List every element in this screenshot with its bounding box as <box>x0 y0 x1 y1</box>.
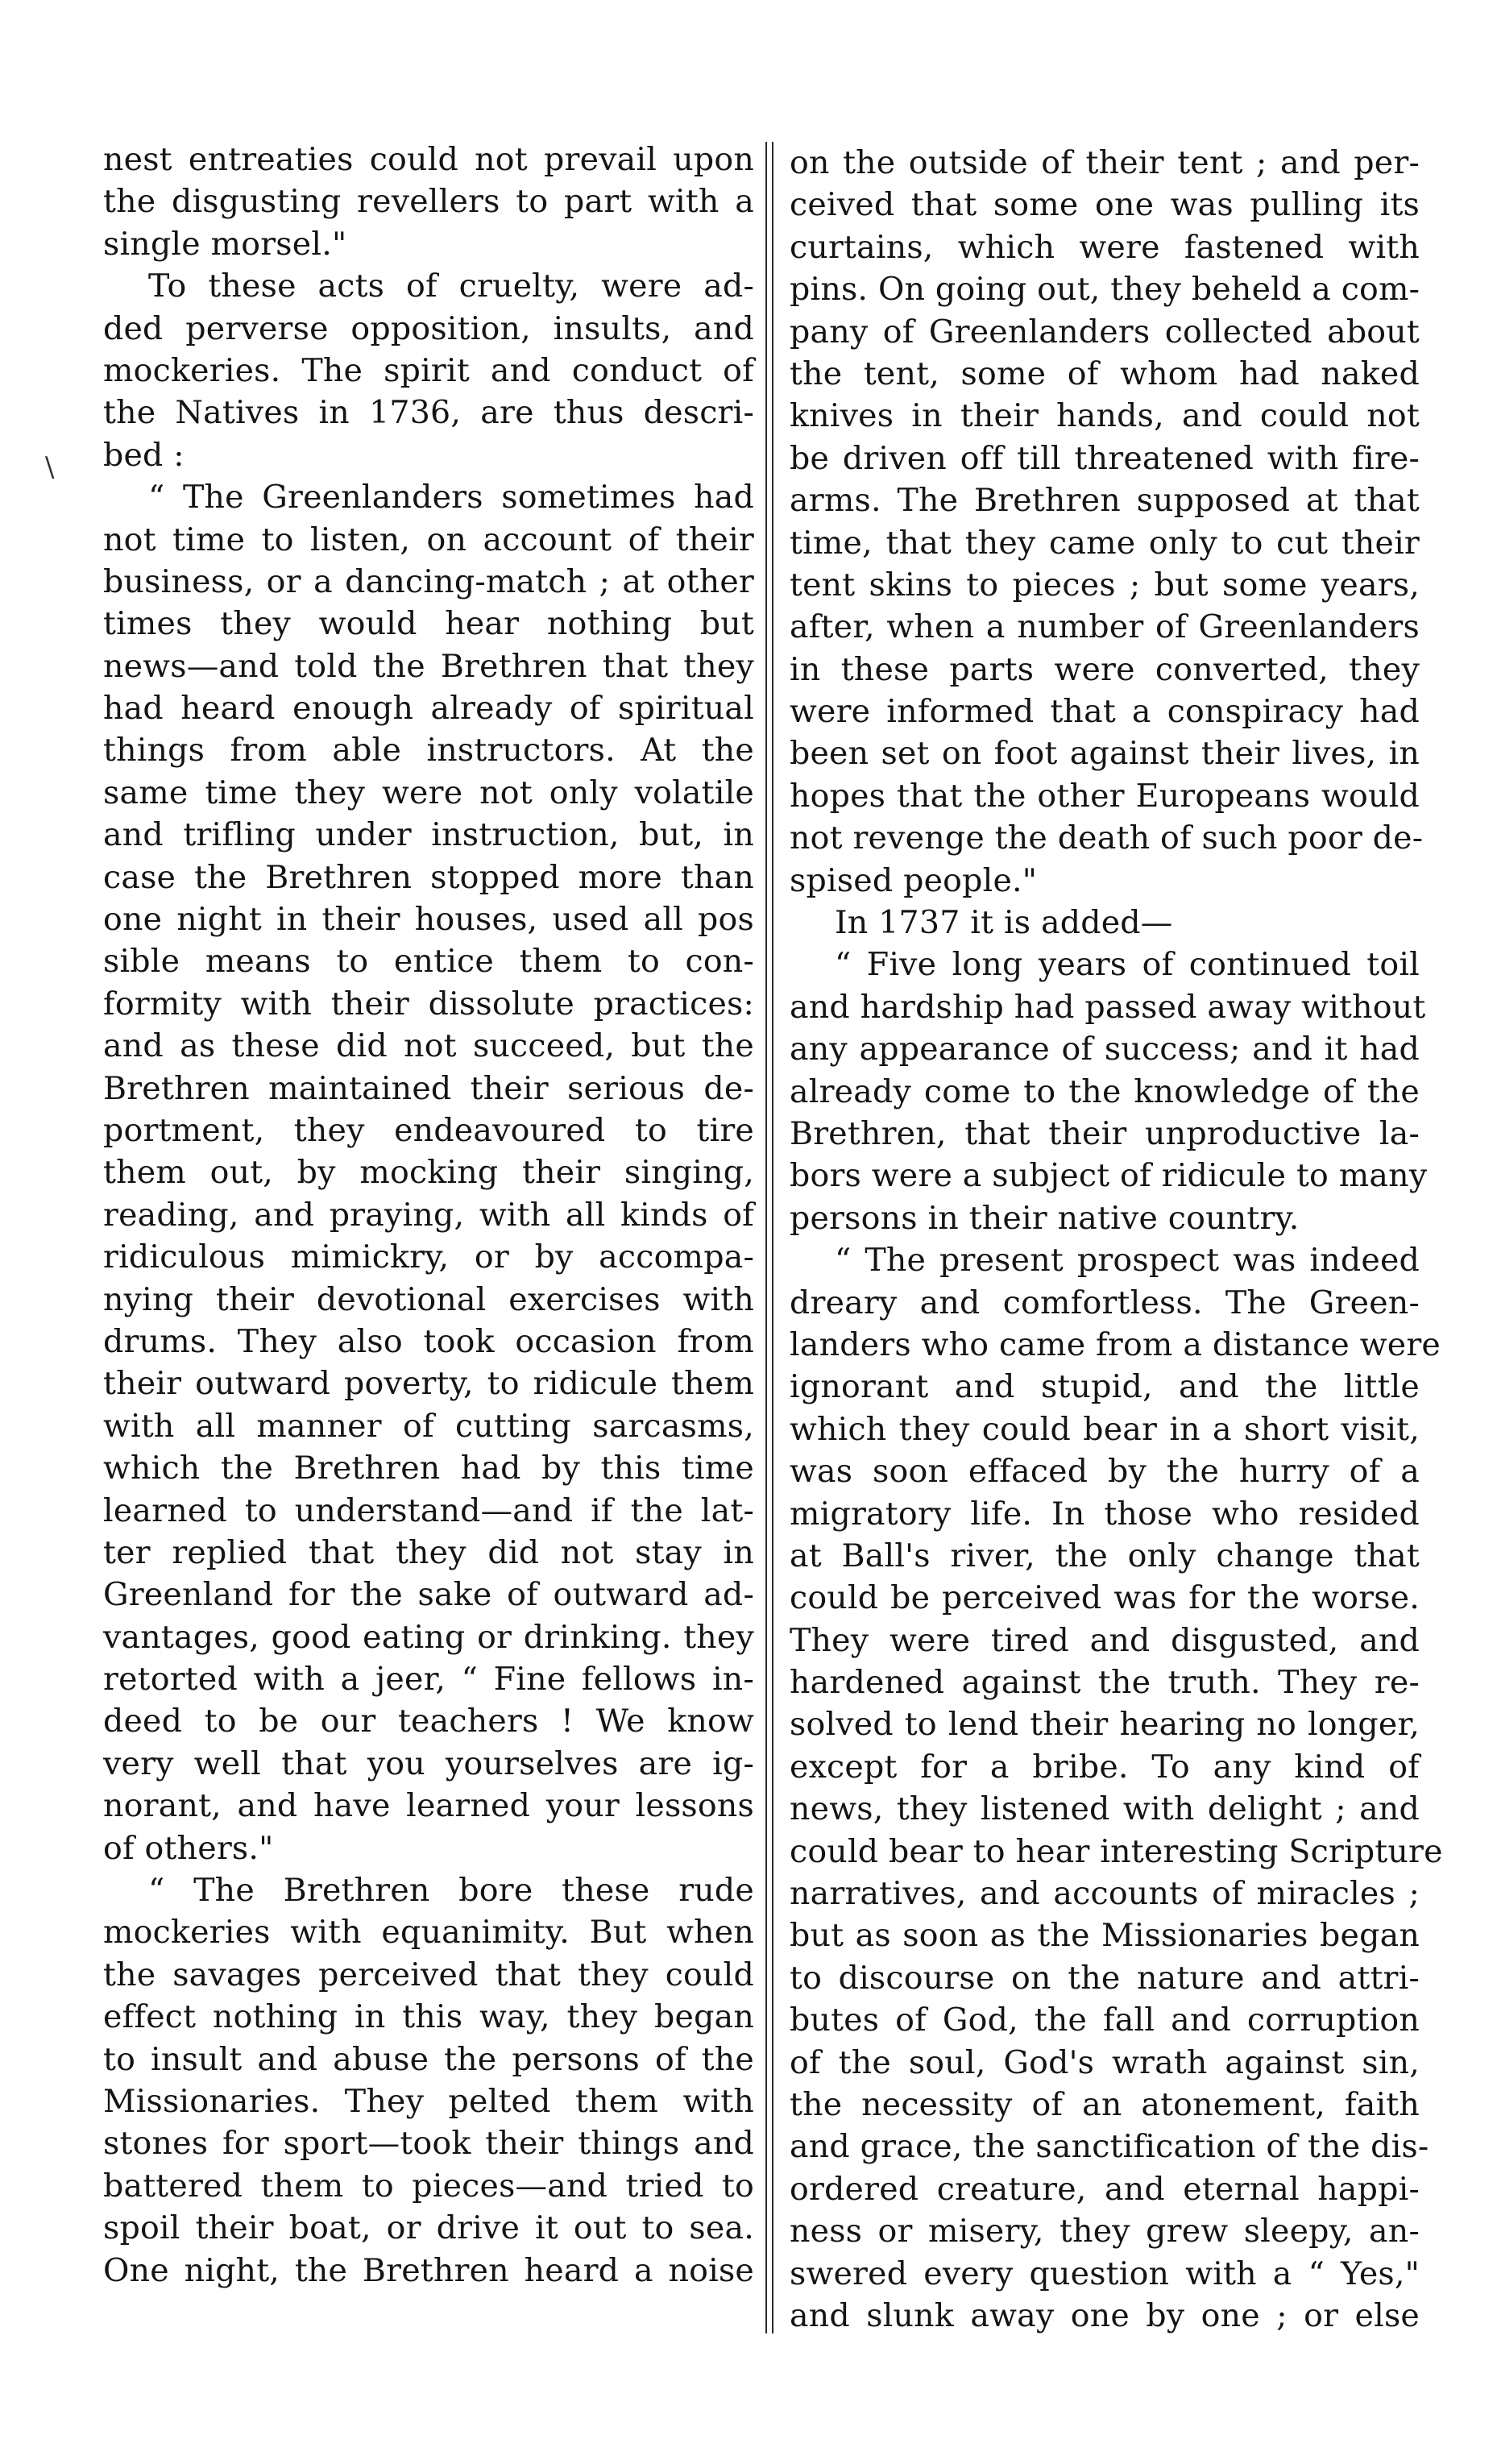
text-line: one night in their houses, used all pos <box>103 901 754 939</box>
text-line: the disgusting revellers to part with a <box>103 183 754 221</box>
text-line: pany of Greenlanders collected about <box>790 313 1420 351</box>
text-line: knives in their hands, and could not <box>790 397 1420 435</box>
text-line: reading, and praying, with all kinds of <box>103 1196 754 1234</box>
right-text-column <box>790 142 1443 2337</box>
text-line: to discourse on the nature and attri- <box>790 1959 1420 1997</box>
text-line: the necessity of an atonement, faith <box>790 2085 1420 2123</box>
text-line: ordered creature, and eternal happi- <box>790 2170 1420 2208</box>
text-line: stones for sport—took their things and <box>103 2125 754 2163</box>
margin-mark: \ <box>45 451 55 483</box>
text-line: and slunk away one by one ; or else <box>790 2296 1420 2334</box>
text-line: Brethren, that their unproductive la- <box>790 1114 1420 1152</box>
text-line: bors were a subject of ridicule to many <box>790 1157 1428 1195</box>
text-line: retorted with a jeer, “ Fine fellows in- <box>103 1661 754 1699</box>
text-line: not time to listen, on account of their <box>103 521 754 558</box>
text-line: case the Brethren stopped more than <box>103 858 754 896</box>
text-line: ness or misery, they grew sleepy, an- <box>790 2213 1420 2250</box>
text-line: in these parts were converted, they <box>790 650 1420 688</box>
text-line: any appearance of success; and it had <box>790 1031 1420 1068</box>
text-line: portment, they endeavoured to tire <box>103 1111 754 1149</box>
text-line: and grace, the sanctification of the dis- <box>790 2128 1429 2166</box>
left-text-column <box>103 139 754 2292</box>
text-line: but as soon as the Missionaries began <box>790 1917 1420 1955</box>
text-line: To these acts of cruelty, were ad- <box>148 268 754 305</box>
text-line: on the outside of their tent ; and per- <box>790 144 1420 181</box>
text-line: except for a bribe. To any kind of <box>790 1748 1420 1786</box>
text-line: migratory life. In those who resided <box>790 1495 1420 1533</box>
text-line: and trifling under instruction, but, in <box>103 816 754 854</box>
text-line: single morsel." <box>103 225 347 263</box>
text-line: landers who came from a distance were <box>790 1325 1441 1363</box>
text-line: drums. They also took occasion from <box>103 1322 754 1360</box>
text-line: persons in their native country. <box>790 1199 1300 1237</box>
text-line: mockeries. The spirit and conduct of <box>103 351 754 389</box>
text-line: deed to be our teachers ! We know <box>103 1703 754 1740</box>
text-line: was soon effaced by the hurry of a <box>790 1453 1420 1491</box>
text-line: be driven off till threatened with fire- <box>790 439 1420 477</box>
text-line: swered every question with a “ Yes," <box>790 2255 1420 2292</box>
text-line: could bear to hear interesting Scripture <box>790 1832 1443 1870</box>
text-line: same time they were not only volatile <box>103 774 754 811</box>
text-line: butes of God, the fall and corruption <box>790 2001 1420 2039</box>
text-line: times they would hear nothing but <box>103 605 754 643</box>
text-line: things from able instructors. At the <box>103 732 754 769</box>
text-line: had heard enough already of spiritual <box>103 690 754 728</box>
text-line: “ The Brethren bore these rude <box>148 1872 754 1910</box>
text-line: the savages perceived that they could <box>103 1956 754 1993</box>
text-line: could be perceived was for the worse. <box>790 1579 1420 1617</box>
text-line: Brethren maintained their serious de- <box>103 1069 754 1107</box>
text-line: them out, by mocking their singing, <box>103 1154 754 1192</box>
text-line: arms. The Brethren supposed at that <box>790 482 1420 520</box>
text-line: battered them to pieces—and tried to <box>103 2167 754 2205</box>
text-line: One night, the Brethren heard a noise <box>103 2251 754 2289</box>
text-line: which the Brethren had by this time <box>103 1450 754 1487</box>
text-line: of the soul, God's wrath against sin, <box>790 2043 1420 2081</box>
text-line: news, they listened with delight ; and <box>790 1790 1420 1828</box>
text-line: to insult and abuse the persons of the <box>103 2040 754 2078</box>
text-line: and hardship had passed away without <box>790 988 1426 1026</box>
text-line: mockeries with equanimity. But when <box>103 1914 754 1952</box>
text-line: at Ball's river, the only change that <box>790 1537 1420 1574</box>
text-line: already come to the knowledge of the <box>790 1072 1420 1110</box>
text-line: formity with their dissolute practices: <box>103 985 754 1023</box>
text-line: “ The Greenlanders sometimes had <box>148 479 754 516</box>
text-line: bed : <box>103 436 185 474</box>
text-line: been set on foot against their lives, in <box>790 735 1420 773</box>
text-line: norant, and have learned your lessons <box>103 1787 754 1825</box>
text-line: solved to lend their hearing no longer, <box>790 1706 1420 1744</box>
text-line: learned to understand—and if the lat- <box>103 1491 754 1529</box>
text-line: news—and told the Brethren that they <box>103 647 754 685</box>
text-line: effect nothing in this way, they began <box>103 1998 754 2036</box>
text-line: time, that they came only to cut their <box>790 524 1420 562</box>
text-line: nest entreaties could not prevail upon <box>103 141 754 178</box>
text-line: very well that you yourselves are ig- <box>103 1744 754 1782</box>
text-line: not revenge the death of such poor de- <box>790 819 1424 857</box>
text-line: nying their devotional exercises with <box>103 1280 754 1318</box>
text-line: sible means to entice them to con- <box>103 943 754 981</box>
text-line: narratives, and accounts of miracles ; <box>790 1875 1420 1913</box>
column-divider-rule-right <box>772 142 773 2333</box>
text-line: were informed that a conspiracy had <box>790 693 1420 731</box>
text-line: ignorant and stupid, and the little <box>790 1368 1420 1406</box>
text-line: with all manner of cutting sarcasms, <box>103 1407 754 1445</box>
column-divider-rule-left <box>765 142 767 2333</box>
text-line: “ The present prospect was indeed <box>835 1242 1420 1280</box>
text-line: which they could bear in a short visit, <box>790 1410 1420 1448</box>
text-line: and as these did not succeed, but the <box>103 1027 754 1065</box>
text-line: ded perverse opposition, insults, and <box>103 309 754 347</box>
text-line: Missionaries. They pelted them with <box>103 2082 754 2120</box>
text-line: ter replied that they did not stay in <box>103 1533 754 1571</box>
text-line: In 1737 it is added— <box>835 904 1173 942</box>
text-line: business, or a dancing-match ; at other <box>103 562 754 600</box>
text-line: hardened against the truth. They re- <box>790 1664 1420 1702</box>
text-line: ceived that some one was pulling its <box>790 186 1420 224</box>
text-line: the Natives in 1736, are thus descri- <box>103 394 754 432</box>
text-line: Greenland for the sake of outward ad- <box>103 1576 754 1614</box>
text-line: spised people." <box>790 861 1038 899</box>
text-line: the tent, some of whom had naked <box>790 355 1420 392</box>
text-line: They were tired and disgusted, and <box>790 1621 1420 1659</box>
text-line: hopes that the other Europeans would <box>790 777 1420 815</box>
text-line: their outward poverty, to ridicule them <box>103 1365 754 1403</box>
text-line: vantages, good eating or drinking. they <box>103 1618 754 1656</box>
text-line: spoil their boat, or drive it out to sea. <box>103 2209 754 2247</box>
text-line: ridiculous mimickry, or by accompa- <box>103 1238 754 1276</box>
text-line: dreary and comfortless. The Green- <box>790 1284 1420 1321</box>
text-line: curtains, which were fastened with <box>790 228 1420 266</box>
text-line: after, when a number of Greenlanders <box>790 608 1420 646</box>
text-line: of others." <box>103 1829 274 1867</box>
text-line: tent skins to pieces ; but some years, <box>790 566 1420 604</box>
text-line: pins. On going out, they beheld a com- <box>790 271 1420 309</box>
text-line: “ Five long years of continued toil <box>835 946 1420 984</box>
